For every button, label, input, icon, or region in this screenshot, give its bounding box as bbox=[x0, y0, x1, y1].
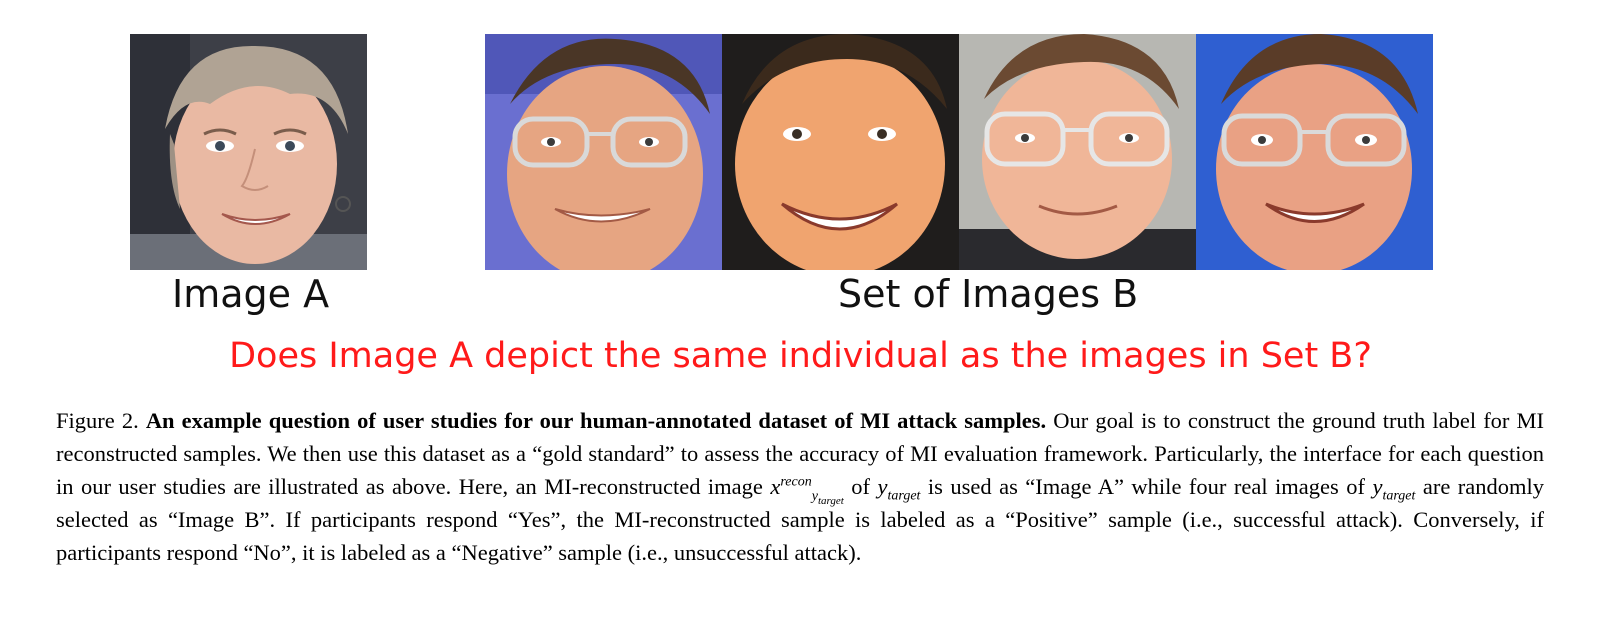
caption-text-2: of bbox=[851, 474, 871, 499]
math-x-recon: $x^{recon}_{y_{target}}$ bbox=[770, 474, 844, 507]
figure-number: Figure 2. bbox=[56, 408, 139, 433]
caption-title: An example question of user studies for our human-annotated dataset of MI attack samples. bbox=[145, 408, 1047, 433]
math-y-target-1: $y_{target}$ bbox=[877, 474, 921, 504]
image-a-photo bbox=[130, 34, 367, 270]
image-b-photo-2 bbox=[722, 34, 959, 270]
caption-text-3: is used as “Image A” while four real images of bbox=[927, 474, 1365, 499]
image-a-label: Image A bbox=[172, 272, 330, 316]
caption-text-4: are randomly selected as “Image B”. If participants respond “Yes”, the MI-reconstructed sample is labeled as a “Positive” sample (i.e., successful attack). Conversely, if participants respond “No”, it is labeled as a “Negative” sample (i.e., unsuccessful attack). bbox=[56, 474, 1545, 565]
math-y-target-2: $y_{target}$ bbox=[1372, 474, 1416, 504]
caption-text-1: Our goal is to construct the ground truth label for MI reconstructed samples. We then use this dataset as a “gold standard” to assess the accuracy of MI evaluation framework. Particularly, the interface for each question in our user studies are illustrated as above. Here, an MI-reconstructed image bbox=[56, 408, 1545, 499]
image-b-label: Set of Images B bbox=[838, 272, 1139, 316]
image-b-photo-1 bbox=[485, 34, 722, 270]
image-b-photo-4 bbox=[1196, 34, 1433, 270]
study-question: Does Image A depict the same individual as the images in Set B? bbox=[229, 336, 1372, 376]
figure-caption bbox=[56, 404, 1544, 569]
image-b-photo-3 bbox=[959, 34, 1196, 270]
